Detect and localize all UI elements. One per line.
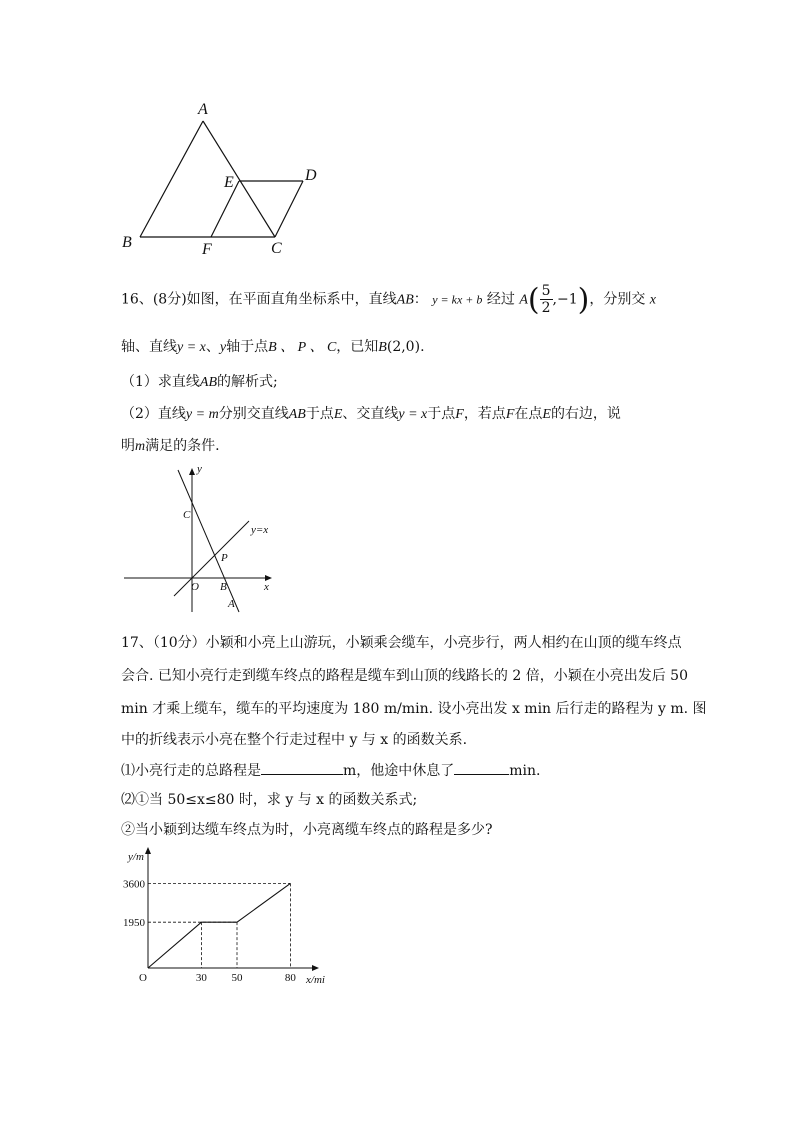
q16-line2-c: 轴于点: [226, 339, 269, 355]
axis-label-x: x: [264, 581, 269, 593]
line-y-equals-x: [174, 521, 249, 596]
q16-line1: [121, 283, 656, 316]
q16-part2-a: （2）直线: [121, 406, 186, 422]
label-B: B: [220, 581, 227, 593]
coordinate-figure: [118, 462, 288, 617]
q16-point-A: A: [519, 292, 528, 308]
label-C: C: [183, 509, 191, 521]
q16-line2-a: 轴、直线: [121, 339, 177, 355]
segment-DC: [275, 181, 303, 237]
q16-line2-d: ，已知: [336, 339, 379, 355]
answer-blank-rest-time[interactable]: [454, 760, 509, 775]
chart-y-axis-arrow-icon: [145, 847, 151, 854]
label-D: D: [305, 167, 317, 184]
q16-part2-f: ，若点: [463, 406, 506, 422]
q16-line2-b: 、: [205, 339, 220, 355]
q16-line-name: AB: [396, 292, 414, 308]
q16-y-var: y: [219, 340, 227, 355]
chart-x-tick-label: 30: [195, 972, 207, 984]
q17-part1-a: ⑴小亮行走的总路程是: [121, 763, 261, 779]
label-A: A: [198, 101, 208, 118]
q16-equation: y = kx + b: [432, 292, 483, 307]
chart-origin-label: O: [139, 972, 147, 984]
q17-line4: 中的折线表示小亮在整个行走过程中 y 与 x 的函数关系.: [121, 732, 468, 748]
q16-part2-line2-a: 明: [121, 438, 135, 454]
q17-line1: 17、（10分）小颖和小亮上山游玩，小颖乘会缆车，小亮步行，两人相约在山顶的缆车终点: [121, 635, 682, 651]
label-B: B: [122, 234, 132, 251]
q16-text-b: ，分别交: [589, 291, 646, 308]
chart-y-axis-label: y/m: [128, 851, 144, 863]
triangle-figure: [110, 95, 340, 260]
q16-passes: 经过: [486, 291, 515, 308]
q16-part1-name: AB: [199, 375, 218, 390]
q16-x-var: x: [649, 292, 657, 308]
q16-number: 16、: [121, 291, 153, 308]
q16-part2-F: F: [455, 407, 464, 422]
chart-x-axis-arrow-icon: [312, 965, 319, 971]
q16-part2-d: 、交直线: [342, 406, 399, 422]
q17-part1-c: min.: [509, 763, 541, 779]
q16-frac-num: 5: [541, 283, 551, 299]
q16-part2-g: 在点: [514, 406, 543, 422]
q16-part2-c: 于点: [305, 406, 334, 422]
q16-part2-e: 于点: [427, 406, 456, 422]
label-origin: O: [191, 581, 199, 593]
q16-part2-E: E: [333, 407, 343, 422]
q17-part1-b: m，他途中休息了: [343, 763, 455, 779]
distance-time-chart: [110, 845, 340, 990]
answer-blank-distance[interactable]: [261, 760, 343, 775]
q16-part2-m: m: [135, 439, 146, 454]
q16-part2-b: 分别交直线: [218, 406, 289, 422]
q16-paren-open: (: [527, 282, 540, 318]
segment-AB: [140, 121, 203, 237]
chart-y-tick-label: 1950: [123, 917, 145, 930]
axis-label-y: y: [197, 463, 202, 475]
q16-point-B: B: [378, 340, 387, 355]
q16-part2-name: AB: [288, 407, 306, 422]
label-A: A: [228, 598, 235, 610]
q16-frac-den: 2: [541, 300, 551, 316]
q16-part2-F2: F: [505, 407, 515, 422]
chart-x-tick-label: 80: [284, 972, 296, 984]
q16-part1-a: （1）求直线: [121, 374, 200, 390]
line-AB: [178, 470, 239, 612]
chart-x-tick-label: 50: [231, 972, 243, 984]
q16-part2: [121, 404, 621, 425]
label-P: P: [221, 552, 228, 564]
label-E: E: [224, 174, 234, 191]
q17-line3: min 才乘上缆车，缆车的平均速度为 180 m/min. 设小亮出发 x min 后行走的路程为 y m. 图: [121, 701, 707, 717]
q16-part2-line2: [121, 436, 220, 457]
q16-colon: ：: [413, 291, 428, 308]
q17-part2: ⑵①当 50≤x≤80 时，求 y 与 x 的函数关系式;: [121, 792, 418, 808]
chart-x-axis-label: x/mi: [306, 974, 325, 986]
q16-fraction: [540, 283, 553, 316]
chart-y-tick-label: 3600: [123, 878, 145, 891]
q16-period: .: [420, 339, 425, 355]
q16-line2: [121, 337, 425, 358]
label-F: F: [202, 241, 212, 258]
q16-part1: [121, 372, 278, 393]
q16-text-a: 如图，在平面直角坐标系中，直线: [186, 291, 397, 308]
q16-paren-close: ): [577, 282, 590, 318]
label-line-yx: y=x: [251, 524, 269, 536]
segment-AC: [203, 121, 275, 237]
chart-series-line: [148, 883, 290, 968]
q16-part1-b: 的解析式;: [217, 374, 278, 390]
q17-part1: [121, 760, 541, 781]
y-axis-arrow-icon: [189, 468, 195, 475]
q16-part2-line2-b: 满足的条件.: [145, 438, 220, 454]
label-C: C: [271, 240, 282, 257]
q16-line-yx: y = x: [177, 340, 206, 355]
q16-score: (8分): [152, 291, 187, 308]
q16-coord-y: ,−1: [552, 291, 578, 308]
q16-points: B 、 P 、 C: [268, 340, 337, 355]
q16-part2-eq2: y = x: [398, 407, 428, 422]
q16-part2-E2: E: [542, 407, 551, 422]
q16-point-B-coords: (2,0): [386, 339, 421, 355]
q16-part2-h: 的右边，说: [550, 406, 621, 422]
q16-part2-eq: y = m: [185, 407, 219, 422]
q17-line2: 会合. 已知小亮行走到缆车终点的路程是缆车到山顶的线路长的 2 倍，小颖在小亮出发后 50: [121, 668, 688, 684]
q17-part3: ②当小颖到达缆车终点为时，小亮离缆车终点的路程是多少?: [121, 822, 493, 838]
